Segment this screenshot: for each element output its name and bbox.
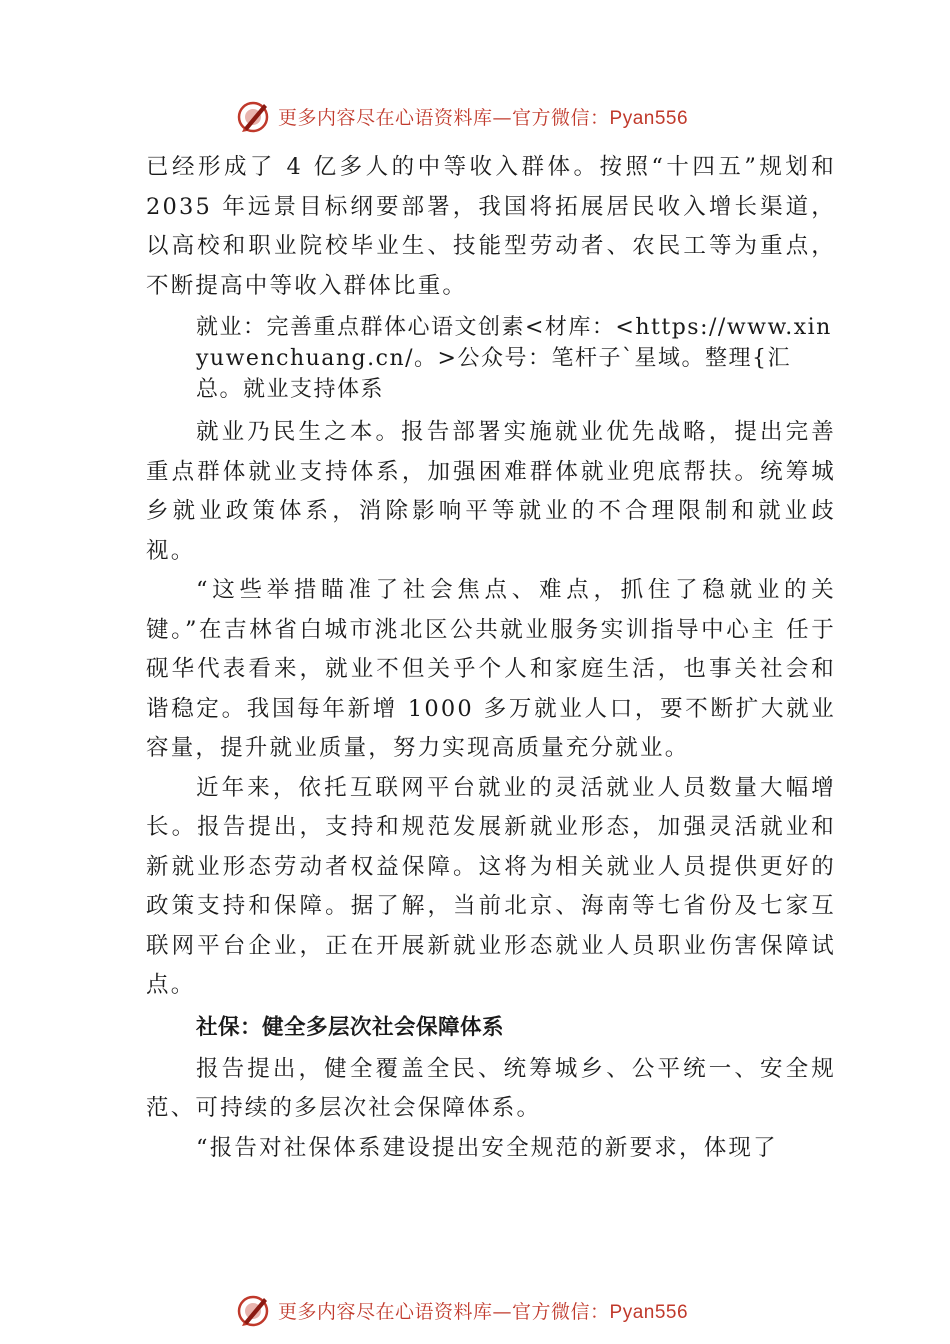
banner-dash: — xyxy=(492,106,513,129)
paragraph-quote-social: “报告对社保体系建设提出安全规范的新要求，体现了 xyxy=(196,1134,778,1161)
document-body xyxy=(146,148,836,1168)
pen-logo-icon xyxy=(236,98,272,134)
paragraph-income: 已经形成了 4 亿多人的中等收入群体。按照“十四五”规划和 2035 年远景目标纲要部署，我国将拓展居民收入增长渠道，以高校和职业院校毕业生、技能型劳动者、农民工等为重点，不断提高中等收入群体比重。 xyxy=(146,154,836,299)
banner-brand: 更多内容尽在心语资料库 xyxy=(278,106,493,129)
paragraph-social-security: 报告提出，健全覆盖全民、统筹城乡、公平统一、安全规范、可持续的多层次社会保障体系。 xyxy=(146,1055,836,1121)
section-heading: 社保：健全多层次社会保障体系 xyxy=(196,1014,505,1040)
paragraph-quote-employment: “这些举措瞄准了社会焦点、难点，抓住了稳就业的关键。”在吉林省白城市洮北区公共就业服务实训指导中心主 任于砚华代表看来，就业不但关乎个人和家庭生活，也事关社会和谐稳定。我国每年新增 1000 多万就业人口，要不断扩大就业容量，提升就业质量，努力实现高质量充分就业。 xyxy=(146,577,836,761)
paragraph-employment: 就业乃民生之本。报告部署实施就业优先战略，提出完善重点群体就业支持体系，加强困难群体就业兜底帮扶。统筹城乡就业政策体系，消除影响平等就业的不合理限制和就业歧视。 xyxy=(146,419,836,564)
banner-text xyxy=(278,1297,688,1324)
banner-dash: — xyxy=(492,1300,513,1323)
source-line: 就业：完善重点群体心语文创素<材库：<https://www.xinyuwenchuang.cn/。>公众号：笔杆子`星域。整理{汇总。就业支持体系 xyxy=(196,315,832,402)
banner-wechat-id: Pyan556 xyxy=(609,1301,689,1323)
pen-logo-icon xyxy=(236,1292,272,1328)
banner-wechat-label: 官方微信： xyxy=(512,1300,610,1323)
banner-wechat-id: Pyan556 xyxy=(609,107,689,129)
banner-brand: 更多内容尽在心语资料库 xyxy=(278,1300,493,1323)
footer-banner xyxy=(236,1290,688,1330)
banner-text xyxy=(278,103,688,130)
paragraph-new-forms: 近年来，依托互联网平台就业的灵活就业人员数量大幅增长。报告提出，支持和规范发展新就业形态，加强灵活就业和新就业形态劳动者权益保障。这将为相关就业人员提供更好的政策支持和保障。据了解，当前北京、海南等七省份及七家互联网平台企业，正在开展新就业形态就业人员职业伤害保障试点。 xyxy=(146,774,836,998)
banner-wechat-label: 官方微信： xyxy=(512,106,610,129)
header-banner xyxy=(236,96,688,136)
